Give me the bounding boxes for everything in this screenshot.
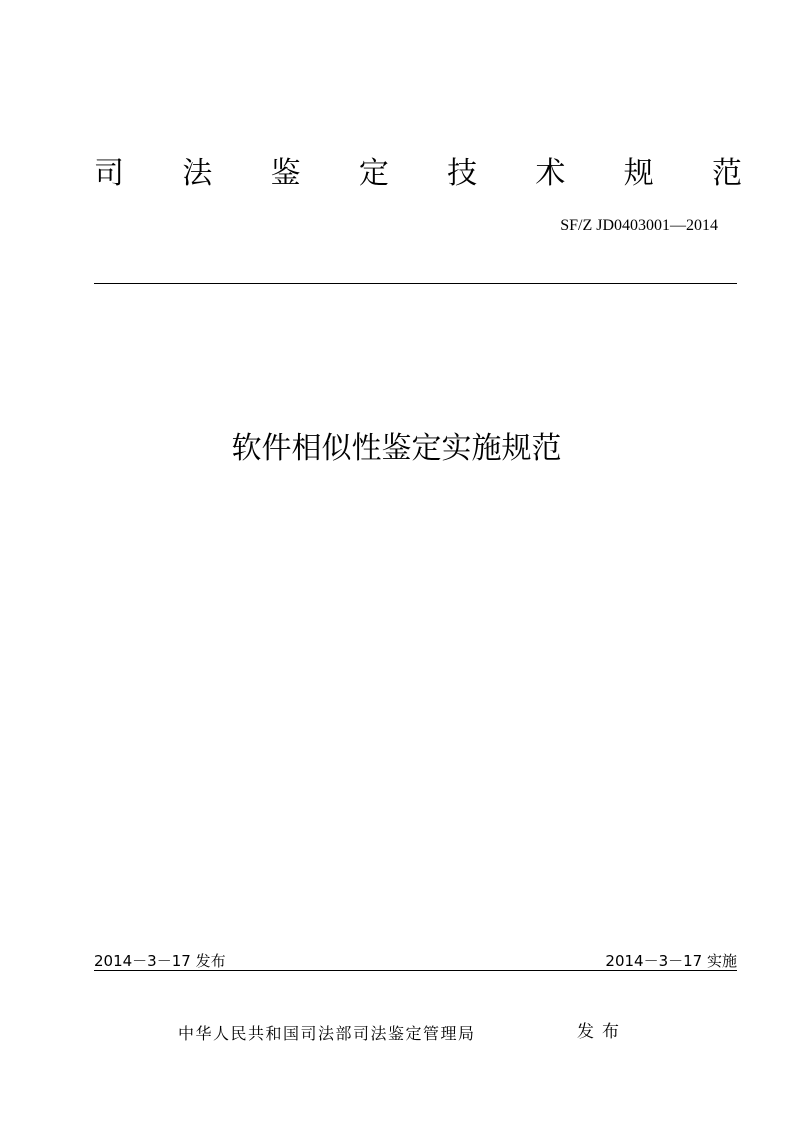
issuing-authority: 中华人民共和国司法部司法鉴定管理局 bbox=[178, 1024, 476, 1043]
document-title: 软件相似性鉴定实施规范 bbox=[231, 431, 562, 466]
series-title-char: 定 bbox=[358, 156, 389, 191]
series-title-char: 鉴 bbox=[270, 156, 301, 191]
effective-date: 2014－3－17 实施 bbox=[605, 952, 737, 970]
release-date: 2014－3－17 发布 bbox=[94, 952, 226, 970]
series-title-char: 法 bbox=[182, 156, 213, 191]
issue-label: 发布 bbox=[577, 1022, 627, 1042]
top-divider bbox=[94, 283, 737, 284]
series-title-char: 技 bbox=[447, 156, 478, 191]
series-title-char: 司 bbox=[94, 156, 124, 191]
standard-code: SF/Z JD0403001—2014 bbox=[560, 217, 718, 234]
date-row bbox=[94, 950, 737, 972]
series-title-char: 术 bbox=[535, 156, 566, 191]
series-title bbox=[94, 152, 742, 196]
series-title-char: 规 bbox=[623, 156, 654, 191]
bottom-divider bbox=[94, 970, 737, 971]
series-title-char: 范 bbox=[711, 156, 742, 191]
